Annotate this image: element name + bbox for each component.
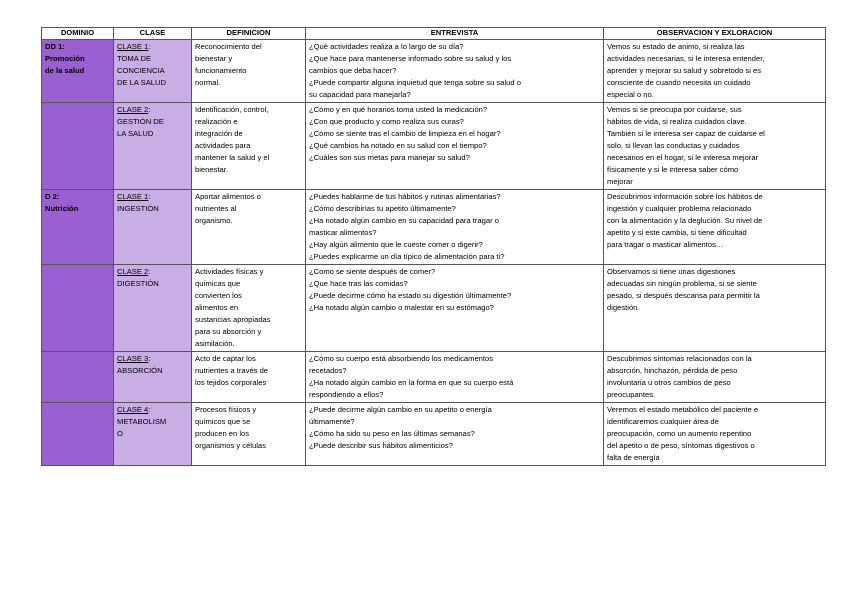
- definicion-line: Reconocimiento del: [195, 42, 262, 51]
- clase-colon: :: [148, 105, 151, 114]
- observacion-line: necesarios en el hogar, si le interesa mejorar: [607, 153, 759, 162]
- entrevista-line: últimamente?: [309, 417, 355, 426]
- definicion-line: químicos que se: [195, 417, 251, 426]
- definicion-line: sustancias apropiadas: [195, 315, 271, 324]
- clase-line: TOMA DE: [117, 54, 152, 63]
- observacion-cell: [604, 190, 826, 265]
- entrevista-cell: [306, 190, 604, 265]
- observacion-cell: [604, 352, 826, 403]
- entrevista-line: ¿Cómo y en qué horarios toma usted la medicación?: [309, 105, 488, 114]
- observacion-line: adecuadas sin ningún problema, si se siente: [607, 279, 757, 288]
- table-row: [42, 103, 826, 190]
- clase-title: [117, 191, 188, 203]
- definicion-line: Aportar alimentos o: [195, 192, 261, 201]
- definicion-line: integración de: [195, 129, 243, 138]
- clase-colon: :: [148, 354, 151, 363]
- observacion-line: ingestión y cualquier problema relacionado: [607, 204, 752, 213]
- entrevista-line: ¿Puede describir sus hábitos alimenticios?: [309, 441, 453, 450]
- definicion-line: para su absorción y: [195, 327, 262, 336]
- definicion-line: Actividades físicas y: [195, 267, 264, 276]
- clase-colon: :: [148, 192, 151, 201]
- header-dominio: DOMINIO: [42, 28, 114, 40]
- header-clase: CLASE: [114, 28, 192, 40]
- entrevista-line: ¿Que hace tras las comidas?: [309, 279, 408, 288]
- dominio-cell: [42, 265, 114, 352]
- dominio-cell: [42, 40, 114, 103]
- header-entrevista: ENTREVISTA: [306, 28, 604, 40]
- clase-title: [117, 41, 188, 53]
- clase-cell: [114, 265, 192, 352]
- definicion-line: organismos y células: [195, 441, 266, 450]
- clase-cell: [114, 40, 192, 103]
- assessment-table: [41, 27, 826, 466]
- clase-cell: [114, 190, 192, 265]
- definicion-cell: [192, 265, 306, 352]
- observacion-line: Descubrimos información sobre los hábitos de: [607, 192, 763, 201]
- definicion-cell: [192, 103, 306, 190]
- clase-cell: [114, 103, 192, 190]
- definicion-line: alimentos en: [195, 303, 239, 312]
- observacion-line: para tragar o masticar alimentos…: [607, 240, 724, 249]
- entrevista-line: ¿Ha notado algún cambio o malestar en su estómago?: [309, 303, 494, 312]
- definicion-line: normal.: [195, 78, 221, 87]
- clase-line: METABOLISM: [117, 417, 167, 426]
- dominio-line: Promoción: [45, 54, 85, 63]
- dominio-line: Nutrición: [45, 204, 79, 213]
- table-row: [42, 352, 826, 403]
- entrevista-cell: [306, 265, 604, 352]
- entrevista-line: ¿Con que producto y como realiza sus curas?: [309, 117, 464, 126]
- observacion-line: digestión.: [607, 303, 640, 312]
- definicion-line: Identificación, control,: [195, 105, 269, 114]
- header-row: [42, 28, 826, 40]
- entrevista-line: ¿Cómo su cuerpo está absorbiendo los medicamentos: [309, 354, 494, 363]
- definicion-line: nutrientes al: [195, 204, 237, 213]
- definicion-cell: [192, 40, 306, 103]
- clase-name: CLASE 2: [117, 267, 149, 276]
- definicion-line: los tejidos corporales: [195, 378, 267, 387]
- observacion-line: falta de energía: [607, 453, 660, 462]
- clase-title: [117, 404, 188, 416]
- observacion-line: actividades necesarias, si le interesa entender,: [607, 54, 765, 63]
- observacion-line: Vemos su estado de animo, si realiza las: [607, 42, 745, 51]
- observacion-line: pesado, si después descansa para permitir la: [607, 291, 760, 300]
- clase-line: CONCIENCIA: [117, 66, 165, 75]
- table-row: [42, 190, 826, 265]
- dominio-cell: [42, 103, 114, 190]
- observacion-line: consciente de cuando necesita un cuidado: [607, 78, 751, 87]
- entrevista-line: ¿Que hace para mantenerse informado sobre su salud y los: [309, 54, 512, 63]
- clase-title: [117, 104, 188, 116]
- table-row: [42, 265, 826, 352]
- entrevista-cell: [306, 403, 604, 466]
- header-definicion: DEFINICION: [192, 28, 306, 40]
- dominio-cell: [42, 352, 114, 403]
- observacion-line: Observamos si tiene unas digestiones: [607, 267, 736, 276]
- clase-line: LA SALUD: [117, 129, 154, 138]
- definicion-line: actividades para: [195, 141, 251, 150]
- entrevista-line: ¿Hay algún alimento que le cueste comer o digerir?: [309, 240, 483, 249]
- entrevista-line: su capacidad para manejarla?: [309, 90, 411, 99]
- observacion-line: Descubrimos síntomas relacionados con la: [607, 354, 752, 363]
- entrevista-line: ¿Cómo se siente tras el cambio de limpieza en el hogar?: [309, 129, 501, 138]
- definicion-line: funcionamiento: [195, 66, 247, 75]
- entrevista-line: ¿Puede decirme algún cambio en su apetito o energía: [309, 405, 492, 414]
- observacion-line: involuntaria u otros cambios de peso: [607, 378, 731, 387]
- entrevista-line: ¿Puedes hablarme de tus hábitos y rutinas alimentarias?: [309, 192, 501, 201]
- entrevista-line: masticar alimentos?: [309, 228, 377, 237]
- observacion-line: especial o no.: [607, 90, 654, 99]
- entrevista-line: ¿Como se siente después de comer?: [309, 267, 436, 276]
- entrevista-line: ¿Puede compartir alguna inquietud que tenga sobre su salud o: [309, 78, 521, 87]
- definicion-line: producen en los: [195, 429, 250, 438]
- observacion-cell: [604, 40, 826, 103]
- observacion-line: preocupación, como un aumento repentino: [607, 429, 752, 438]
- definicion-cell: [192, 190, 306, 265]
- definicion-cell: [192, 403, 306, 466]
- dominio-cell: [42, 403, 114, 466]
- definicion-line: bienestar.: [195, 165, 228, 174]
- clase-line: O: [117, 429, 123, 438]
- observacion-cell: [604, 265, 826, 352]
- entrevista-cell: [306, 103, 604, 190]
- clase-colon: :: [148, 42, 151, 51]
- clase-name: CLASE 3: [117, 354, 149, 363]
- definicion-line: bienestar y: [195, 54, 233, 63]
- definicion-line: químicas que: [195, 279, 241, 288]
- definicion-line: Procesos físicos y: [195, 405, 257, 414]
- definicion-line: nutrientes a través de: [195, 366, 269, 375]
- entrevista-line: recetados?: [309, 366, 347, 375]
- dominio-cell: [42, 190, 114, 265]
- observacion-cell: [604, 403, 826, 466]
- clase-cell: [114, 403, 192, 466]
- observacion-line: Vemos si se preocupa por cuidarse, sus: [607, 105, 742, 114]
- clase-line: DE LA SALUD: [117, 78, 166, 87]
- definicion-line: realización e: [195, 117, 238, 126]
- entrevista-cell: [306, 40, 604, 103]
- clase-cell: [114, 352, 192, 403]
- clase-title: [117, 353, 188, 365]
- entrevista-line: ¿Cuáles son sus metas para manejar su salud?: [309, 153, 470, 162]
- clase-colon: :: [148, 267, 151, 276]
- observacion-cell: [604, 103, 826, 190]
- clase-name: CLASE 2: [117, 105, 149, 114]
- table-row: [42, 40, 826, 103]
- clase-name: CLASE 4: [117, 405, 149, 414]
- observacion-line: También si le interesa ser capaz de cuidarse el: [607, 129, 765, 138]
- definicion-line: mantener la salud y el: [195, 153, 270, 162]
- entrevista-line: ¿Ha notado algún cambio en la forma en que su cuerpo está: [309, 378, 514, 387]
- observacion-line: del apetito o de peso, síntomas digestivos o: [607, 441, 755, 450]
- observacion-line: absorción, hinchazón, pérdida de peso: [607, 366, 738, 375]
- entrevista-line: ¿Ha notado algún cambio en su capacidad para tragar o: [309, 216, 499, 225]
- entrevista-line: ¿Puede decirme cómo ha estado su digestión últimamente?: [309, 291, 512, 300]
- definicion-line: convierten los: [195, 291, 242, 300]
- observacion-line: preocupantes.: [607, 390, 656, 399]
- dominio-line: D 2:: [45, 192, 60, 201]
- entrevista-line: ¿Cómo ha sido su peso en las últimas semanas?: [309, 429, 475, 438]
- dominio-line: DD 1:: [45, 42, 65, 51]
- clase-title: [117, 266, 188, 278]
- clase-line: ABSORCIÓN: [117, 366, 163, 375]
- observacion-line: apetito y si este cambia, si tiene dificultad: [607, 228, 747, 237]
- entrevista-line: ¿Qué cambios ha notado en su salud con el tiempo?: [309, 141, 487, 150]
- definicion-line: Acto de captar los: [195, 354, 256, 363]
- clase-colon: :: [148, 405, 151, 414]
- clase-name: CLASE 1: [117, 192, 149, 201]
- entrevista-line: respondiendo a ellos?: [309, 390, 384, 399]
- observacion-line: con la alimentación y la deglución. Su nivel de: [607, 216, 763, 225]
- observacion-line: hábitos de vida, si realiza cuidados clave.: [607, 117, 747, 126]
- entrevista-line: cambios que deba hacer?: [309, 66, 397, 75]
- observacion-line: solo, si llevan las conductas y cuidados: [607, 141, 740, 150]
- observacion-line: físicamente y si le interesa saber cómo: [607, 165, 739, 174]
- definicion-line: organismo.: [195, 216, 233, 225]
- clase-line: DIGESTIÓN: [117, 279, 159, 288]
- observacion-line: Veremos el estado metabólico del paciente e: [607, 405, 759, 414]
- dominio-line: de la salud: [45, 66, 85, 75]
- observacion-line: mejorar: [607, 177, 633, 186]
- entrevista-line: ¿Cómo describirías tu apetito últimamente?: [309, 204, 456, 213]
- clase-line: GESTIÓN DE: [117, 117, 164, 126]
- observacion-line: aprender y mejorar su salud y sobretodo si es: [607, 66, 762, 75]
- header-observacion: OBSERVACION Y EXLORACION: [604, 28, 826, 40]
- clase-name: CLASE 1: [117, 42, 149, 51]
- entrevista-line: ¿Qué actividades realiza a lo largo de su día?: [309, 42, 464, 51]
- definicion-line: asimilación.: [195, 339, 235, 348]
- entrevista-cell: [306, 352, 604, 403]
- clase-line: INGESTIÓN: [117, 204, 159, 213]
- definicion-cell: [192, 352, 306, 403]
- observacion-line: identificaremos cualquier área de: [607, 417, 719, 426]
- table-row: [42, 403, 826, 466]
- entrevista-line: ¿Puedes explicarme un día típico de alimentación para ti?: [309, 252, 505, 261]
